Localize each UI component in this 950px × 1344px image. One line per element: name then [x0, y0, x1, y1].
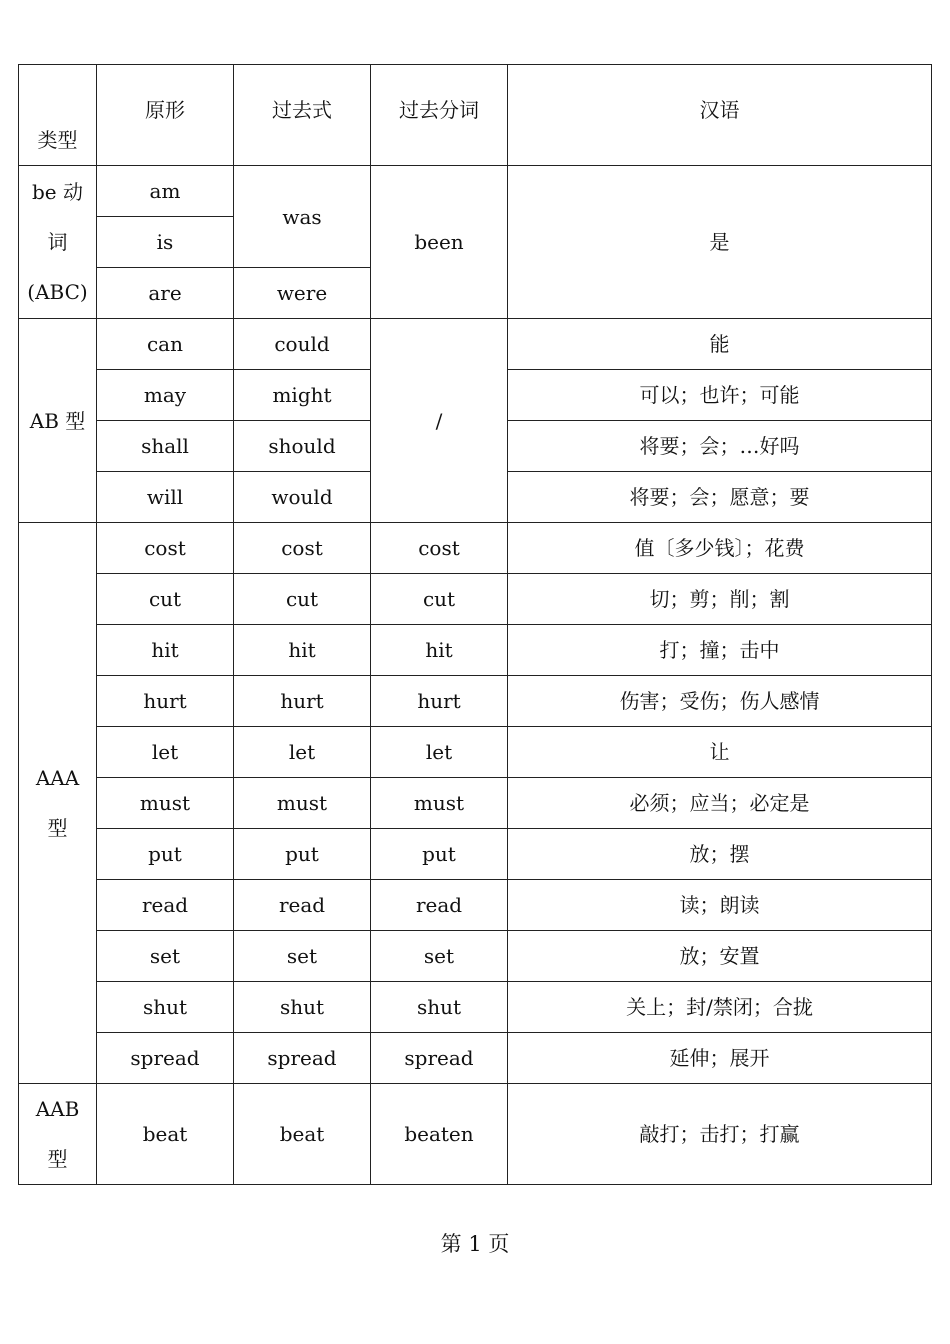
base-cell: shall — [97, 421, 234, 472]
past-cell: should — [234, 421, 371, 472]
irregular-verb-table — [18, 64, 932, 1185]
participle-cell: cut — [371, 574, 508, 625]
chinese-cell: 是 — [508, 166, 932, 319]
chinese-cell: 可以；也许；可能 — [508, 370, 932, 421]
base-cell: is — [97, 217, 234, 268]
base-cell: will — [97, 472, 234, 523]
past-cell: could — [234, 319, 371, 370]
past-cell: let — [234, 727, 371, 778]
past-cell: beat — [234, 1084, 371, 1185]
chinese-cell: 伤害；受伤；伤人感情 — [508, 676, 932, 727]
type-cell-aaa — [19, 523, 97, 1084]
chinese-cell: 将要；会；…好吗 — [508, 421, 932, 472]
table-row — [19, 166, 932, 217]
table-row — [19, 880, 932, 931]
participle-cell: shut — [371, 982, 508, 1033]
base-cell: am — [97, 166, 234, 217]
past-cell: cost — [234, 523, 371, 574]
past-cell: was — [234, 166, 371, 268]
base-cell: shut — [97, 982, 234, 1033]
participle-cell: put — [371, 829, 508, 880]
past-cell: were — [234, 268, 371, 319]
past-cell: hit — [234, 625, 371, 676]
type-line: 型 — [47, 816, 68, 840]
base-cell: may — [97, 370, 234, 421]
base-cell: hurt — [97, 676, 234, 727]
base-cell: cost — [97, 523, 234, 574]
base-cell: cut — [97, 574, 234, 625]
participle-cell: been — [371, 166, 508, 319]
header-type: 类型 — [19, 65, 97, 166]
chinese-cell: 值〔多少钱〕；花费 — [508, 523, 932, 574]
table-row — [19, 727, 932, 778]
base-cell: are — [97, 268, 234, 319]
table-row — [19, 625, 932, 676]
header-chinese: 汉语 — [508, 65, 932, 166]
participle-cell: / — [371, 319, 508, 523]
past-cell: spread — [234, 1033, 371, 1084]
past-cell: read — [234, 880, 371, 931]
chinese-cell: 将要；会；愿意；要 — [508, 472, 932, 523]
chinese-cell: 打；撞；击中 — [508, 625, 932, 676]
chinese-cell: 敲打；击打；打赢 — [508, 1084, 932, 1185]
base-cell: let — [97, 727, 234, 778]
base-cell: read — [97, 880, 234, 931]
participle-cell: hit — [371, 625, 508, 676]
past-cell: might — [234, 370, 371, 421]
table-row — [19, 778, 932, 829]
chinese-cell: 让 — [508, 727, 932, 778]
participle-cell: read — [371, 880, 508, 931]
table-row — [19, 319, 932, 370]
table-row — [19, 1084, 932, 1185]
chinese-cell: 能 — [508, 319, 932, 370]
past-cell: put — [234, 829, 371, 880]
type-cell-be — [19, 166, 97, 319]
past-cell: must — [234, 778, 371, 829]
type-line: be 动 — [32, 180, 83, 204]
chinese-cell: 延伸；展开 — [508, 1033, 932, 1084]
participle-cell: spread — [371, 1033, 508, 1084]
table-row — [19, 676, 932, 727]
type-cell-aab — [19, 1084, 97, 1185]
type-line: 型 — [47, 1147, 68, 1171]
table-row — [19, 1033, 932, 1084]
header-past: 过去式 — [234, 65, 371, 166]
chinese-cell: 放；摆 — [508, 829, 932, 880]
chinese-cell: 关上；封/禁闭；合拢 — [508, 982, 932, 1033]
participle-cell: let — [371, 727, 508, 778]
type-line: AAA — [35, 766, 80, 790]
header-row — [19, 65, 932, 166]
past-cell: would — [234, 472, 371, 523]
past-cell: shut — [234, 982, 371, 1033]
participle-cell: must — [371, 778, 508, 829]
participle-cell: beaten — [371, 1084, 508, 1185]
chinese-cell: 切；剪；削；割 — [508, 574, 932, 625]
past-cell: cut — [234, 574, 371, 625]
participle-cell: set — [371, 931, 508, 982]
header-base: 原形 — [97, 65, 234, 166]
base-cell: beat — [97, 1084, 234, 1185]
table-row — [19, 574, 932, 625]
participle-cell: hurt — [371, 676, 508, 727]
type-cell-ab: AB 型 — [19, 319, 97, 523]
base-cell: put — [97, 829, 234, 880]
base-cell: can — [97, 319, 234, 370]
chinese-cell: 读；朗读 — [508, 880, 932, 931]
header-participle: 过去分词 — [371, 65, 508, 166]
type-line: (ABC) — [27, 280, 88, 304]
past-cell: hurt — [234, 676, 371, 727]
type-line: 词 — [47, 230, 68, 254]
table-row — [19, 982, 932, 1033]
base-cell: must — [97, 778, 234, 829]
past-cell: set — [234, 931, 371, 982]
table-row — [19, 931, 932, 982]
participle-cell: cost — [371, 523, 508, 574]
base-cell: hit — [97, 625, 234, 676]
page-number: 第 1 页 — [440, 1232, 510, 1256]
table-row — [19, 829, 932, 880]
table-row — [19, 523, 932, 574]
type-line: AAB — [35, 1097, 80, 1121]
base-cell: spread — [97, 1033, 234, 1084]
chinese-cell: 放；安置 — [508, 931, 932, 982]
base-cell: set — [97, 931, 234, 982]
chinese-cell: 必须；应当；必定是 — [508, 778, 932, 829]
